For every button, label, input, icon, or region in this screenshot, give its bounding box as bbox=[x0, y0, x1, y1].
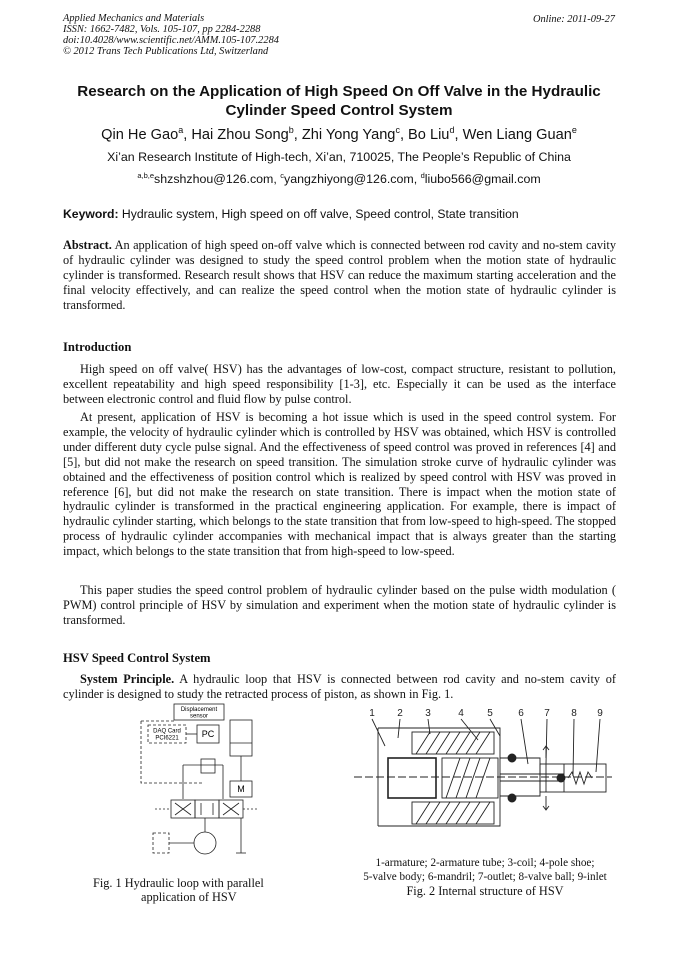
principle-label: System Principle. bbox=[80, 672, 175, 686]
section-heading-hsv: HSV Speed Control System bbox=[63, 651, 211, 665]
figure-2-legend-line-1: 1-armature; 2-armature tube; 3-coil; 4-pole shoe; bbox=[375, 857, 595, 869]
figure-2-legend bbox=[340, 857, 630, 884]
fig2-number-2: 2 bbox=[397, 708, 403, 719]
keyword-text: Hydraulic system, High speed on off valve, Speed control, State transition bbox=[118, 207, 519, 221]
journal-copyright: © 2012 Trans Tech Publications Ltd, Switzerland bbox=[63, 45, 269, 57]
abstract-label: Abstract. bbox=[63, 238, 112, 252]
fig1-motor-label: M bbox=[237, 784, 245, 794]
principle-text: A hydraulic loop that HSV is connected between rod cavity and no-stem cavity of cylinder is designed to study the retracted process of piston, as shown in Fig. 1. bbox=[63, 672, 617, 701]
title-line-1: Research on the Application of High Speed On Off Valve in the Hydraulic bbox=[77, 83, 601, 100]
figure-1-caption bbox=[93, 876, 313, 904]
keywords bbox=[63, 207, 618, 221]
figure-2-legend-line-2: 5-valve body; 6-mandril; 7-outlet; 8-valve ball; 9-inlet bbox=[363, 870, 607, 883]
journal-issn: ISSN: 1662-7482, Vols. 105-107, pp 2284-2288 bbox=[63, 23, 261, 35]
journal-name: Applied Mechanics and Materials bbox=[63, 13, 205, 24]
fig1-daq-label-1: DAQ Card bbox=[153, 728, 181, 735]
fig1-daq-label-2: PCI6221 bbox=[155, 735, 179, 742]
email-link[interactable]: yangzhiyong@126.com, bbox=[284, 172, 421, 187]
email-link[interactable]: liubo566@gmail.com bbox=[424, 172, 541, 187]
fig2-number-3: 3 bbox=[425, 708, 431, 719]
figure-2-caption: Fig. 2 Internal structure of HSV bbox=[406, 884, 564, 898]
online-date: Online: 2011-09-27 bbox=[532, 14, 615, 25]
figure-1-caption-line-1: Fig. 1 Hydraulic loop with parallel bbox=[93, 876, 264, 890]
intro-paragraph-3: This paper studies the speed control problem of hydraulic cylinder based on the pulse width modulation ( PWM) control principle of HSV by simulation and experiment when the motion state of hydraulic cylinder is transformed. bbox=[63, 583, 616, 627]
fig1-pc-label: PC bbox=[201, 729, 215, 739]
fig2-number-7: 7 bbox=[544, 708, 550, 719]
author: Zhi Yong Yang$^c$, bbox=[301, 125, 409, 143]
abstract-text: An application of high speed on-off valve which is connected between rod cavity and no-stem cavity of hydraulic cylinder was designed to study the speed control problem when the motion state of hydraulic cylinder is transformed. Research result shows that HSV can reduce the maximum starting acceleration and the final velocity effectively, and can realize the speed control when the motion state of hydraulic cylinder is transformed. bbox=[63, 238, 616, 312]
paper-title bbox=[40, 83, 638, 120]
intro-paragraph-2: At present, application of HSV is becoming a hot issue which is used in the speed control system. For example, the velocity of hydraulic cylinder which is controlled by HSV was obtained, which HSV is controlled under different duty cycle pulse signal. And the effectiveness of speed control was proved in references [4] and [5], but did not make the research on speed transition. The simulation stroke curve of hydraulic cylinder was obtained and the effectiveness of position control which is realized by speed control with HSV was proved in reference [6], but did not make the research on state transition. There is impact when the motion state of hydraulic cylinder is transformed in the practical engineering application. For example, there is impact of hydraulic cylinder starting, which belongs to the state transition that from low-speed to high-speed. The stopped process of hydraulic cylinder accompanies with mechanical impact that is always greater than the starting impact, which belongs to the state transition that from high-speed to low-speed. bbox=[63, 410, 616, 559]
author: Bo Liu$^d$, bbox=[408, 125, 463, 143]
fig1-displacement-label-2: sensor bbox=[189, 713, 209, 720]
affiliation: Xi’an Research Institute of High-tech, Xi’an, 710025, The People’s Republic of China bbox=[107, 150, 571, 164]
author: Qin He Gao$^a$, bbox=[101, 125, 192, 143]
author: Wen Liang Guan$^e$ bbox=[462, 125, 577, 143]
fig2-number-5: 5 bbox=[487, 708, 493, 719]
email-link[interactable]: shzshzhou@126.com, bbox=[154, 172, 281, 187]
fig2-number-4: 4 bbox=[458, 708, 464, 719]
abstract bbox=[63, 238, 616, 313]
author: Hai Zhou Song$^b$, bbox=[191, 125, 302, 143]
keyword-label: Keyword: bbox=[63, 207, 119, 221]
section-heading-introduction: Introduction bbox=[63, 340, 132, 354]
figure-1-hydraulic-loop bbox=[133, 703, 333, 863]
figure-1-caption-line-2: application of HSV bbox=[141, 890, 237, 904]
fig2-number-8: 8 bbox=[571, 708, 577, 719]
fig2-number-9: 9 bbox=[597, 708, 603, 719]
email-list: $^{a,b,e}$shzshzhou@126.com, $^c$yangzhiyong@126.com, $^d$liubo566@gmail.com bbox=[137, 171, 541, 187]
fig2-number-6: 6 bbox=[518, 708, 524, 719]
principle-paragraph bbox=[63, 672, 616, 702]
intro-paragraph-1: High speed on off valve( HSV) has the advantages of low-cost, compact structure, resistant to pollution, excellent repeatability and high speed responsibility [1-3], etc. Especially it can be used as the interface between electronic control and fluid flow by pulse control. bbox=[63, 362, 616, 406]
title-line-2: Cylinder Speed Control System bbox=[225, 101, 453, 119]
author-list bbox=[40, 125, 638, 143]
fig1-displacement-label-1: Displacement bbox=[180, 707, 218, 713]
fig2-number-1: 1 bbox=[369, 708, 375, 719]
journal-doi: doi:10.4028/www.scientific.net/AMM.105-107.2284 bbox=[63, 34, 279, 46]
journal-header bbox=[63, 14, 279, 58]
figure-2-hsv-structure bbox=[350, 706, 620, 851]
